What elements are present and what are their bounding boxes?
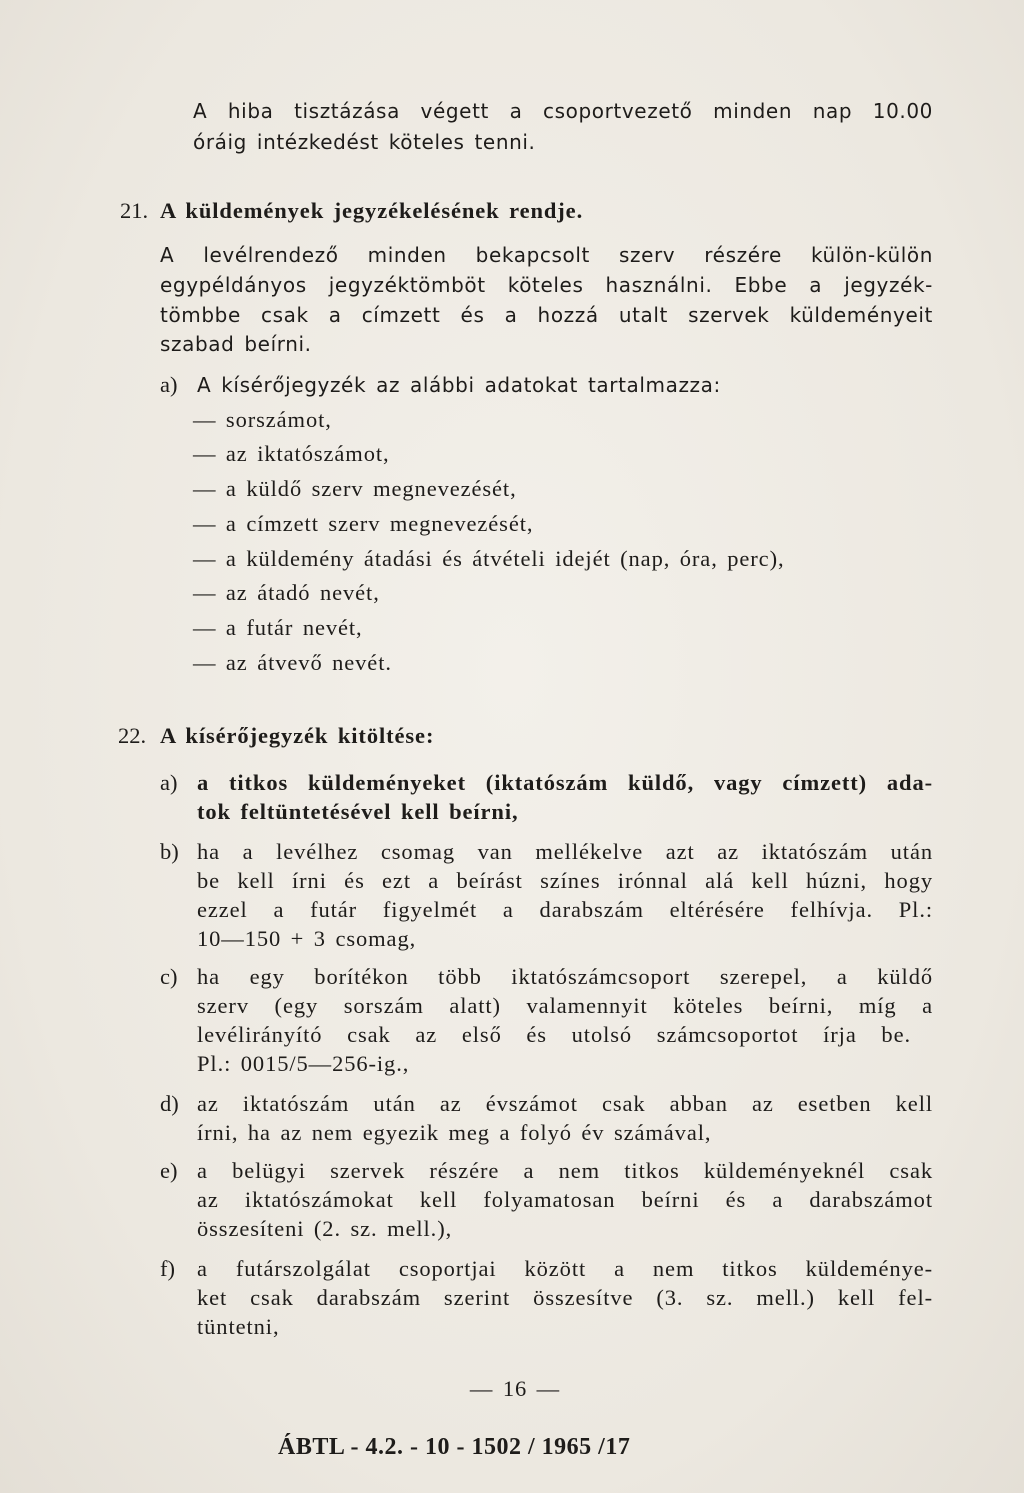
item-d-line-1: az iktatószám után az évszámot csak abban az esetben kell xyxy=(197,1091,933,1116)
item-c-line-2: szerv (egy sorszám alatt) valamennyit köteles beírni, míg a xyxy=(197,993,933,1018)
dash-item: — az átadó nevét, xyxy=(193,580,380,605)
section-21-paragraph-line-3: tömbbe csak a címzett és a hozzá utalt szervek küldeményeit xyxy=(160,303,933,327)
section-22-title: A kísérőjegyzék kitöltése: xyxy=(160,723,435,748)
item-label: d) xyxy=(160,1091,179,1116)
item-e-line-2: az iktatószámokat kell folyamatosan beírni és a darabszámot xyxy=(197,1187,933,1212)
section-22-number: 22. xyxy=(118,723,147,748)
dash-item: — a küldő szerv megnevezését, xyxy=(193,476,517,501)
dash-item: — az iktatószámot, xyxy=(193,441,390,466)
item-label: f) xyxy=(160,1256,175,1281)
dash-item: — a címzett szerv megnevezését, xyxy=(193,511,534,536)
dash-item: — a küldemény átadási és átvételi idejét (nap, óra, perc), xyxy=(193,546,785,571)
item-c-line-3: levélirányító csak az első és utolsó számcsoportot írja be. xyxy=(197,1022,911,1047)
dash-item: — a futár nevét, xyxy=(193,615,363,640)
item-e-line-1: a belügyi szervek részére a nem titkos küldeményeknél csak xyxy=(197,1158,933,1183)
item-b-line-3: ezzel a futár figyelmét a darabszám eltérésére felhívja. Pl.: xyxy=(197,897,933,922)
section-21-paragraph-line-1: A levélrendező minden bekapcsolt szerv részére külön-külön xyxy=(160,243,933,267)
page-number: — 16 — xyxy=(469,1376,561,1401)
item-b-line-2: be kell írni és ezt a beírást színes irónnal alá kell húzni, hogy xyxy=(197,868,933,893)
top-paragraph-line-2: óráig intézkedést köteles tenni. xyxy=(193,130,536,154)
item-e-line-3: összesíteni (2. sz. mell.), xyxy=(197,1216,453,1241)
dash-item: — az átvevő nevét. xyxy=(193,650,392,675)
item-c-line-4: Pl.: 0015/5—256-ig., xyxy=(197,1051,410,1076)
item-f-line-3: tüntetni, xyxy=(197,1314,280,1339)
section-21-paragraph-line-4: szabad beírni. xyxy=(160,332,312,356)
item-label: a) xyxy=(160,770,178,795)
item-label: c) xyxy=(160,964,178,989)
item-f-line-2: ket csak darabszám szerint összesítve (3. sz. mell.) kell fel- xyxy=(197,1285,933,1310)
item-label: b) xyxy=(160,839,179,864)
section-21-number: 21. xyxy=(120,198,149,223)
section-21-subitem-text: A kísérőjegyzék az alábbi adatokat tartalmazza: xyxy=(197,373,721,397)
item-a-line-2: tok feltüntetésével kell beírni, xyxy=(197,799,519,824)
section-21-subitem-label: a) xyxy=(160,372,178,397)
top-paragraph-line-1: A hiba tisztázása végett a csoportvezető minden nap 10.00 xyxy=(193,99,933,123)
item-c-line-1: ha egy borítékon több iktatószámcsoport szerepel, a küldő xyxy=(197,964,933,989)
section-21-paragraph-line-2: egypéldányos jegyzéktömböt köteles használni. Ebbe a jegyzék- xyxy=(160,273,933,297)
archive-reference: ÁBTL - 4.2. - 10 - 1502 / 1965 /17 xyxy=(278,1434,631,1460)
item-b-line-1: ha a levélhez csomag van mellékelve azt az iktatószám után xyxy=(197,839,933,864)
item-label: e) xyxy=(160,1158,178,1183)
item-a-line-1: a titkos küldeményeket (iktatószám küldő, vagy címzett) ada- xyxy=(197,770,933,795)
section-21-title: A küldemények jegyzékelésének rendje. xyxy=(160,198,584,223)
item-f-line-1: a futárszolgálat csoportjai között a nem titkos küldeménye- xyxy=(197,1256,933,1281)
dash-item: — sorszámot, xyxy=(193,407,332,432)
item-b-line-4: 10—150 + 3 csomag, xyxy=(197,926,417,951)
item-d-line-2: írni, ha az nem egyezik meg a folyó év számával, xyxy=(197,1120,712,1145)
